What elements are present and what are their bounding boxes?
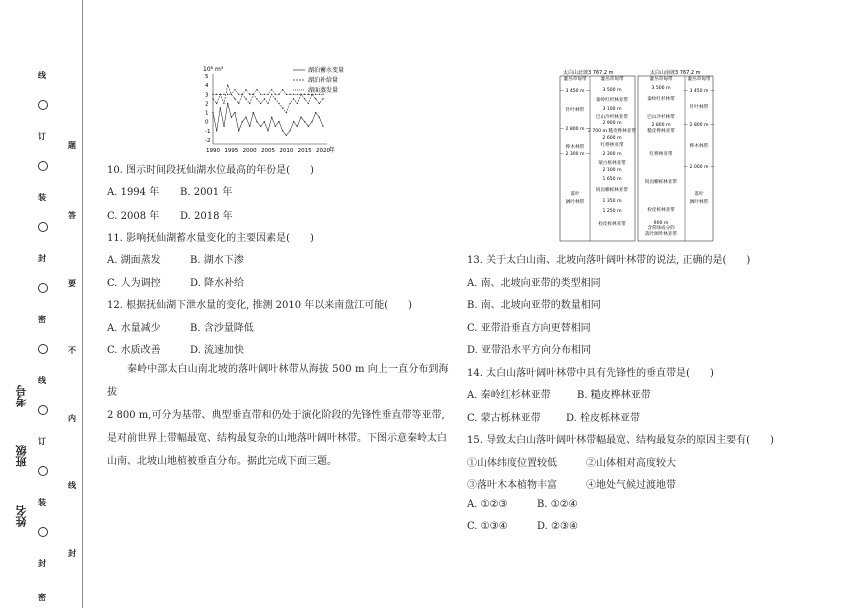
- x-tick-label: 2000: [242, 148, 257, 154]
- q10-option-b: B. 2001 年: [180, 187, 233, 198]
- q10-stem: 10. 图示时间段抚仙湖水位最高的年份是( ): [107, 165, 314, 176]
- y-tick-label: -2: [205, 138, 211, 144]
- veg-label: 蒙古栎林亚带: [598, 161, 626, 166]
- q10-option-d: D. 2018 年: [180, 211, 233, 222]
- veg-label: 1 650 m: [602, 177, 622, 182]
- veg-label: 针叶林带: [689, 105, 709, 110]
- chart-y-unit: 10⁸ m³: [203, 66, 224, 73]
- q10-option-c: C. 2008 年: [107, 211, 160, 222]
- q13-option-c: C. 亚带沿垂直方向更替相同: [467, 323, 591, 334]
- legend-label: 湖泊蓄水变量: [308, 67, 345, 74]
- veg-label: 桦木林带: [689, 144, 709, 149]
- south-slope-title: 太白山南坡3 767.2 m: [650, 70, 701, 76]
- veg-label: 栓皮栎林亚带: [598, 222, 626, 227]
- south-belt-labels: [683, 75, 715, 205]
- north-slope-title: 太白山北坡3 767.2 m: [563, 70, 614, 76]
- q15-option-b: B. ①②④: [537, 499, 578, 510]
- name-label: 姓名: [15, 505, 28, 527]
- veg-label: 桦木林带: [565, 145, 585, 150]
- veg-label: 阔叶林带: [565, 200, 585, 205]
- y-tick-label: 1: [205, 110, 209, 117]
- warning-char: 线: [68, 480, 76, 490]
- veg-label: 红桦林亚带: [600, 143, 624, 148]
- q12-option-b: B. 含沙量降低: [190, 323, 254, 334]
- seal-char: 装: [38, 192, 46, 202]
- q13-option-a: A. 南、北坡向亚带的类型相同: [467, 278, 601, 289]
- veg-label: 2 700 m 糙皮桦林亚带: [587, 129, 637, 134]
- x-tick-label: 1995: [224, 148, 239, 154]
- veg-label: — 2 000 m —: [683, 165, 715, 170]
- veg-label: 灌丛草甸带: [649, 77, 673, 82]
- q15-option-d: D. ②③④: [537, 521, 578, 532]
- veg-label: 2 800 m: [651, 123, 671, 128]
- passage-line: 秦岭中部太白山南北坡的落叶阔叶林带从海拔 500 m 向上一直分布到海拔: [107, 364, 449, 398]
- y-tick-label: 4: [205, 83, 209, 90]
- veg-label: 2 900 m: [602, 121, 622, 126]
- veg-label: 针叶林带: [565, 108, 585, 113]
- y-tick-label: 0: [205, 119, 209, 126]
- veg-label: — 2 300 m —: [559, 152, 591, 157]
- veg-label: 1 250 m: [602, 209, 622, 214]
- warning-char: 不: [68, 345, 76, 355]
- q15-statement-3: ③落叶木本植物丰富: [467, 480, 557, 491]
- veg-label: 落叶阔叶林亚带: [644, 232, 678, 237]
- veg-label: 2 300 m: [602, 152, 622, 157]
- q15-option-a: A. ①②③: [467, 499, 508, 510]
- veg-label: — 3 450 m —: [683, 89, 715, 94]
- y-tick-label: -1: [205, 128, 211, 135]
- veg-label: 秦岭红杉林带: [647, 97, 675, 102]
- x-tick-label: 2005: [261, 148, 275, 154]
- q14-option-c: C. 蒙古栎林亚带: [467, 413, 541, 424]
- class-label: 班级: [15, 445, 28, 467]
- q11-option-c: C. 人为调控: [107, 278, 161, 289]
- legend-label: 湖泊补给量: [308, 77, 339, 84]
- y-tick-label: 5: [205, 74, 209, 80]
- q12-stem: 12. 根据抚仙湖下泄水量的变化, 推测 2010 年以来南盘江可能( ): [107, 300, 413, 311]
- q14-option-b: B. 糙皮桦林亚带: [577, 390, 651, 401]
- veg-label: 阔叶林带: [689, 200, 709, 205]
- veg-label: 落叶: [694, 192, 704, 197]
- north-belt-labels: [559, 75, 591, 205]
- warning-char: 答: [68, 210, 76, 220]
- veg-label: 巴山冷杉林带: [647, 115, 675, 120]
- q13-option-d: D. 亚带沿水平方向分布相同: [467, 345, 592, 356]
- q12-option-d: D. 流速加快: [190, 345, 245, 356]
- veg-label: — 2 800 m —: [559, 127, 591, 132]
- x-tick-label: 2015: [297, 148, 312, 154]
- q11-option-d: D. 降水补给: [190, 278, 245, 289]
- seal-char: 密: [38, 592, 46, 602]
- q11-option-a: A. 湖面蒸发: [107, 255, 161, 266]
- veg-label: 巴山冷杉林亚带: [595, 115, 629, 120]
- veg-label: 3 100 m: [602, 107, 622, 112]
- q11-stem: 11. 影响抚仙湖蓄水量变化的主要因素是( ): [107, 233, 314, 244]
- veg-label: 灌丛草甸带: [687, 77, 711, 82]
- veg-label: 锐齿槲栎林亚带: [644, 180, 678, 185]
- warning-char: 内: [68, 413, 76, 423]
- q15-statement-2: ②山体相对高度较大: [586, 458, 676, 469]
- legend-label: 湖面蒸发量: [308, 87, 339, 94]
- veg-label: 含常绿成分的: [647, 226, 675, 231]
- seal-char: 线: [38, 70, 46, 80]
- y-tick-label: 3: [205, 92, 209, 99]
- x-tick-label: 2020: [316, 148, 330, 154]
- south-subbelt-labels: [645, 75, 678, 237]
- passage-line: 2 800 m,可分为基带、典型垂直带和仍处于演化阶段的先锋性垂直带等亚带,: [107, 410, 445, 421]
- q13-option-b: B. 南、北坡向亚带的数量相同: [467, 300, 601, 311]
- warning-char: 题: [68, 140, 76, 150]
- q15-stem: 15. 导致太白山落叶阔叶林带幅最宽、结构最复杂的原因主要有( ): [467, 435, 774, 446]
- seal-char: 线: [38, 375, 46, 385]
- q10-option-a: A. 1994 年: [107, 187, 160, 198]
- veg-label: 红桦林亚带: [649, 152, 673, 157]
- veg-label: 锐齿槲栎林亚带: [595, 188, 629, 193]
- veg-label: 灌丛草甸带: [563, 77, 587, 82]
- veg-label: 栓皮栎林亚带: [647, 208, 675, 213]
- q14-option-a: A. 秦岭红杉林亚带: [467, 390, 551, 401]
- x-tick-label: 2010: [279, 148, 294, 154]
- seal-char: 订: [38, 436, 46, 446]
- seal-char: 密: [38, 314, 46, 324]
- y-tick-label: 2: [205, 101, 209, 108]
- chart-x-suffix: 年: [329, 147, 336, 154]
- veg-label: — 2 800 m —: [683, 123, 715, 128]
- q12-option-a: A. 水量减少: [107, 323, 161, 334]
- exam-number-label: 考号: [15, 385, 28, 407]
- veg-label: 3 500 m: [651, 86, 671, 91]
- q14-option-d: D. 栓皮栎林亚带: [566, 413, 641, 424]
- q13-stem: 13. 关于太白山南、北坡向落叶阔叶林带的说法, 正确的是( ): [467, 255, 751, 266]
- veg-label: 1 350 m: [602, 199, 622, 204]
- q12-option-c: C. 水质改善: [107, 345, 161, 356]
- q11-option-b: B. 湖水下渗: [190, 255, 244, 266]
- veg-label: 灌丛草甸带: [600, 77, 624, 82]
- warning-char: 封: [68, 548, 76, 558]
- seal-char: 装: [38, 497, 46, 507]
- seal-char: 封: [38, 558, 46, 568]
- veg-label: 糙皮桦林亚带: [647, 129, 675, 134]
- q15-statement-4: ④地处气候过渡地带: [586, 480, 676, 491]
- seal-char: 订: [38, 131, 46, 141]
- q15-statement-1: ①山体纬度位置较低: [467, 458, 557, 469]
- veg-label: 秦岭红杉林亚带: [595, 98, 629, 103]
- veg-label: 2 600 m: [602, 136, 622, 141]
- seal-char: 封: [38, 253, 46, 263]
- q14-stem: 14. 太白山落叶阔叶林带中具有先锋性的垂直带是( ): [467, 368, 714, 379]
- veg-label: 落叶: [570, 192, 580, 197]
- passage-line: 山南、北坡山地植被垂直分布。据此完成下面三题。: [107, 456, 337, 467]
- veg-label: 900 m: [653, 221, 669, 226]
- veg-label: 2 100 m: [602, 168, 622, 173]
- veg-label: — 3 450 m —: [559, 89, 591, 94]
- veg-label: 3 500 m: [602, 88, 622, 93]
- x-tick-label: 1990: [206, 148, 220, 154]
- passage-line: 是对前世界上带幅最宽、结构最复杂的山地落叶阔叶林带。下图示意秦岭太白: [107, 433, 447, 444]
- north-subbelt-labels: [588, 75, 637, 227]
- warning-char: 要: [68, 278, 76, 288]
- q15-option-c: C. ①③④: [467, 521, 508, 532]
